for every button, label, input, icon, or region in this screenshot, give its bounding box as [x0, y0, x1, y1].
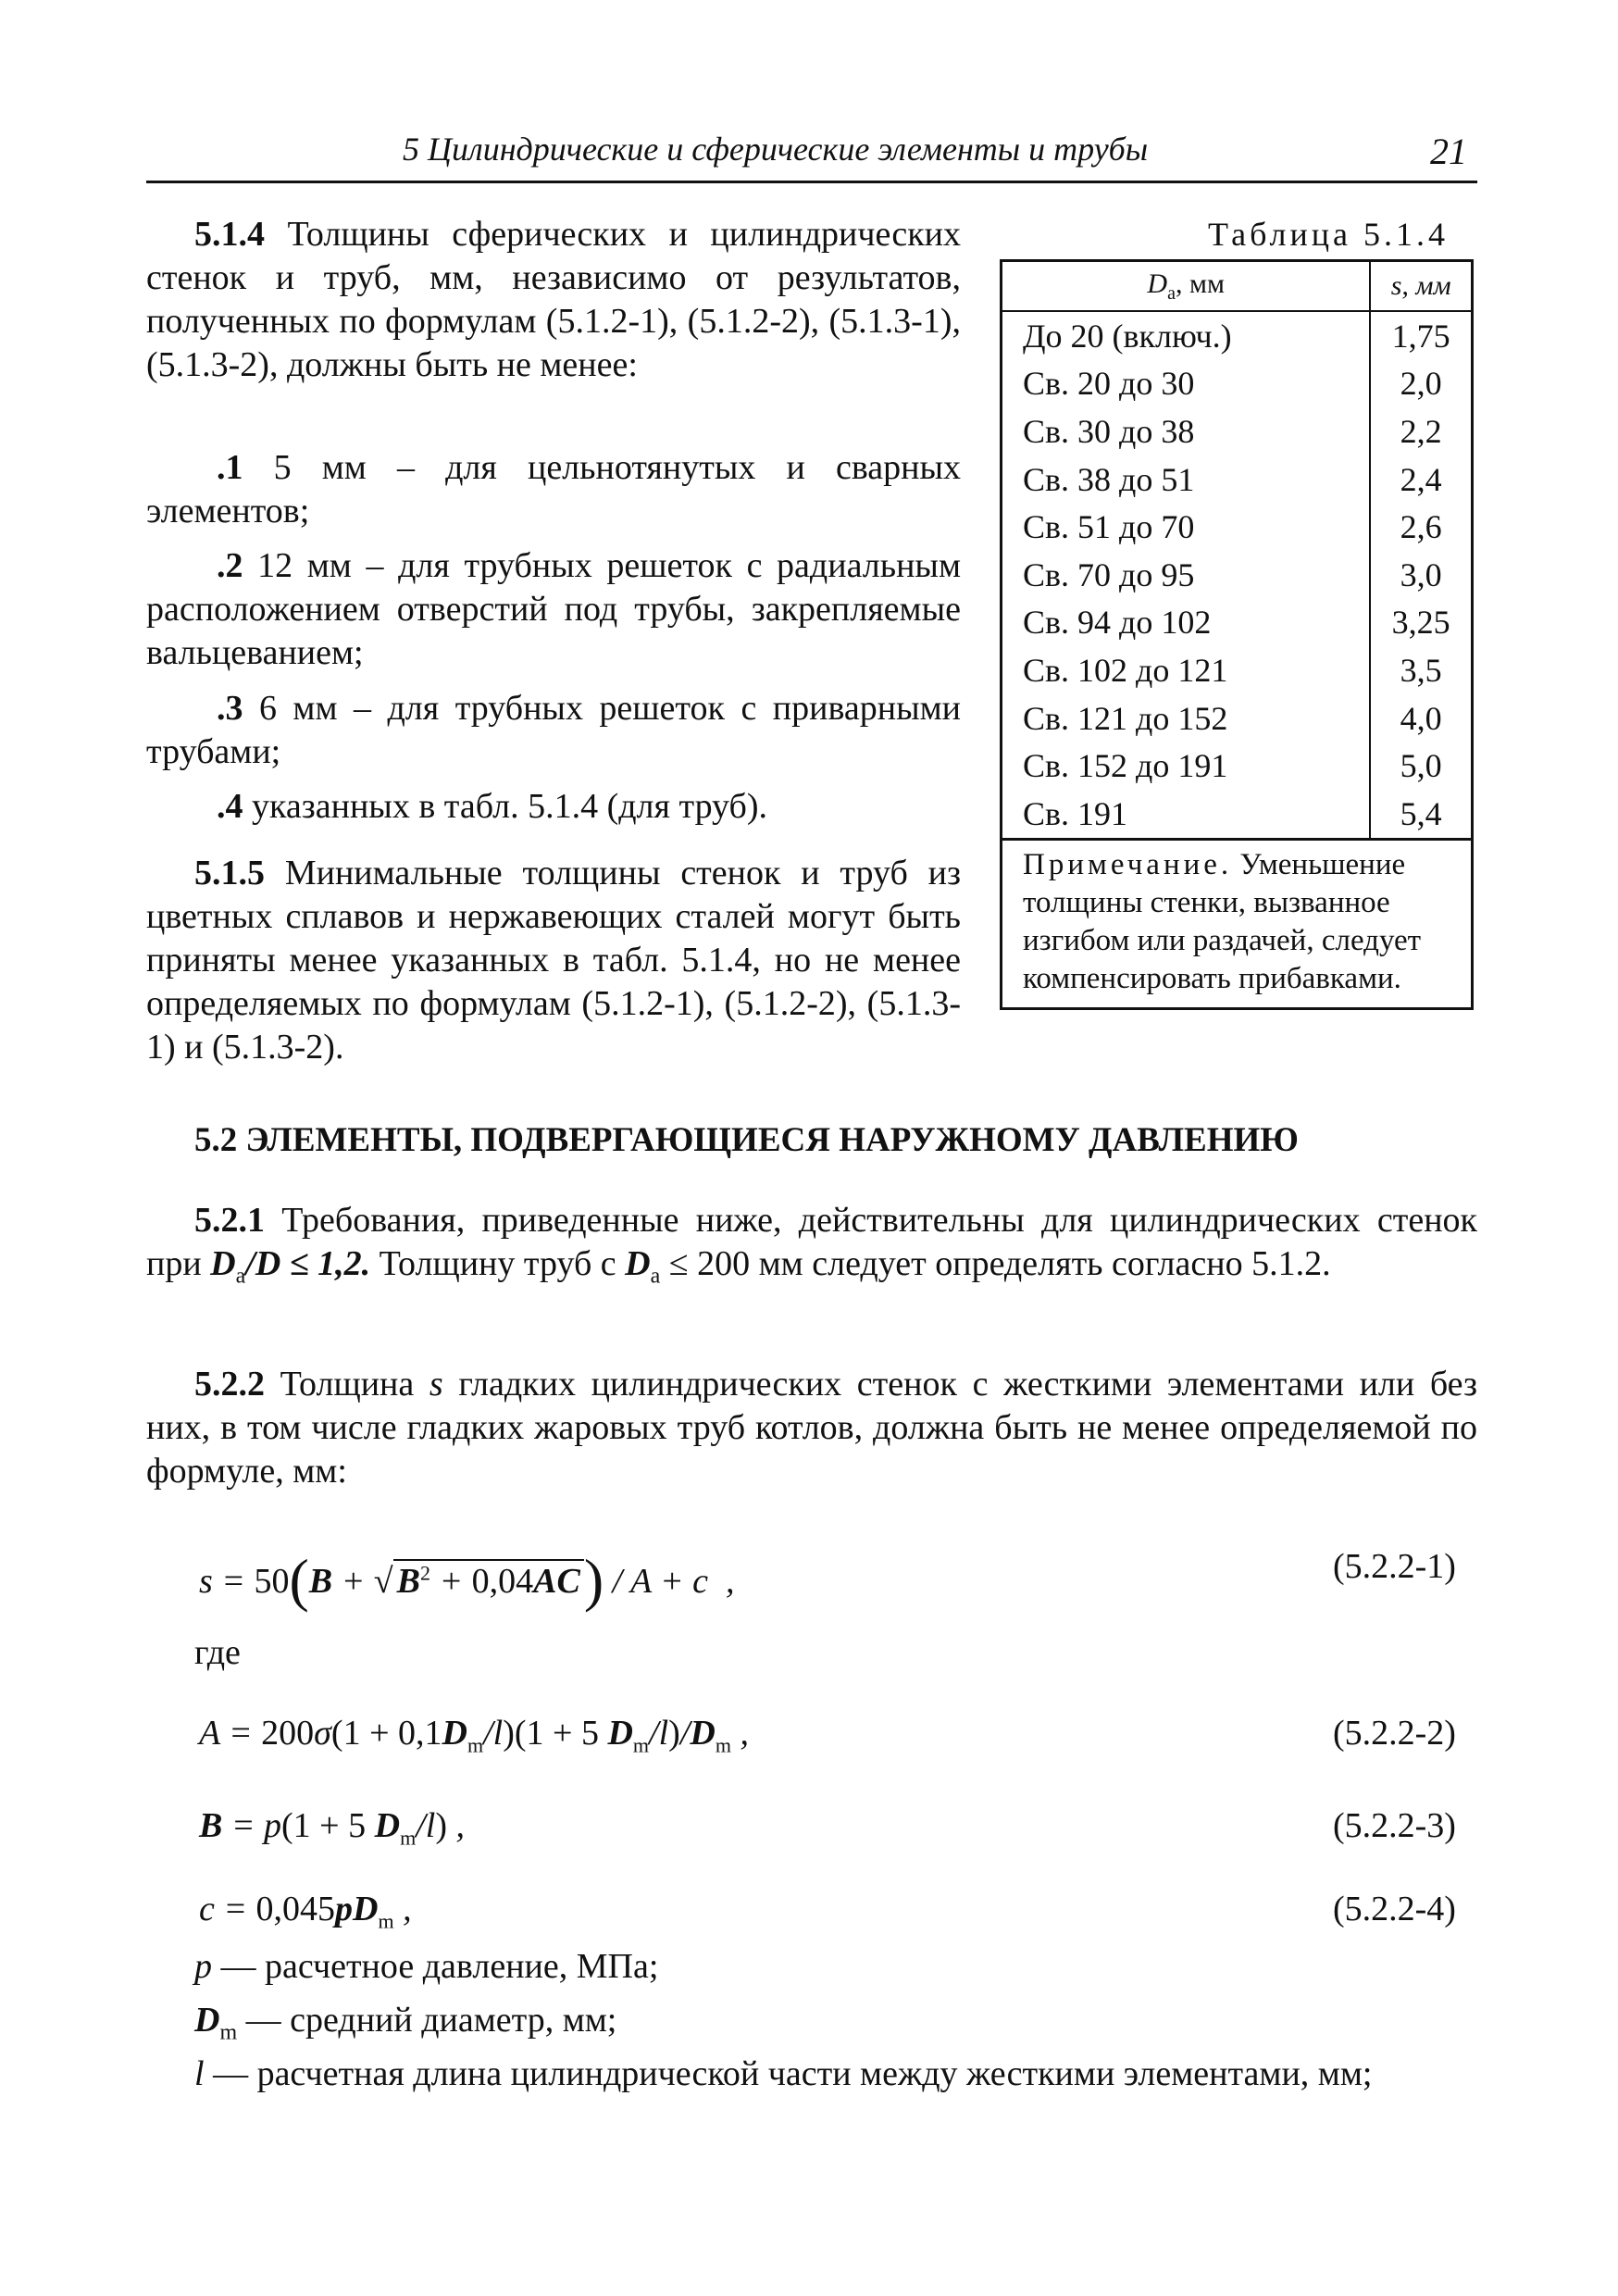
table-5-1-4 — [1000, 259, 1474, 1010]
cell-diameter-range: Св. 70 до 95 — [1002, 551, 1370, 599]
paragraph-5-2-2: 5.2.2 Толщина s гладких цилиндрических стенок с жесткими элементами или без них, в том числе гладких жаровых труб котлов, должна быть не менее определяемой по формуле, мм: — [146, 1365, 1478, 1491]
paragraph-text: Толщины сферических и цилиндрических стенок и труб, мм, независимо от результатов, полученных по формулам (5.1.2-1), (5.1.2-2), (5.1.3-1), (5.1.3-2), должны быть не менее: — [146, 215, 961, 384]
list-item-text: указанных в табл. 5.1.4 (для труб). — [252, 787, 768, 826]
table-row — [1002, 742, 1471, 790]
paragraph-5-1-4 — [146, 213, 961, 387]
cell-diameter-range: Св. 20 до 30 — [1002, 360, 1370, 408]
list-item-number: .2 — [217, 546, 243, 585]
cell-diameter-range: Св. 121 до 152 — [1002, 694, 1370, 742]
clause-number: 5.1.5 — [194, 854, 265, 892]
table-row — [1002, 503, 1471, 551]
cell-thickness: 5,4 — [1400, 794, 1442, 832]
note-label: Примечание. — [1023, 847, 1233, 881]
table-row — [1002, 599, 1471, 647]
cell-diameter-range: Св. 191 — [1002, 790, 1370, 838]
table-row — [1002, 694, 1471, 742]
definition-p: p — расчетное давление, МПа; — [194, 1947, 659, 1986]
section-heading: 5.2 ЭЛЕМЕНТЫ, ПОДВЕРГАЮЩИЕСЯ НАРУЖНОМУ ДАВЛЕНИЮ — [194, 1121, 1299, 1159]
running-header-title: 5 Цилиндрические и сферические элементы и трубы — [403, 131, 1149, 168]
cell-diameter-range: Св. 30 до 38 — [1002, 407, 1370, 455]
cell-thickness: 3,25 — [1391, 604, 1450, 642]
formula-5-2-2-3: B = p(1 + 5 $D_m/l$) , — [199, 1806, 465, 1850]
list-item-number: .3 — [217, 689, 243, 728]
cell-thickness: 2,0 — [1400, 365, 1442, 403]
cell-thickness: 3,5 — [1400, 651, 1442, 689]
where-label: где — [194, 1633, 241, 1672]
equation-number: (5.2.2-3) — [1333, 1806, 1456, 1845]
paragraph-5-1-5 — [146, 852, 961, 1069]
header-rule — [146, 181, 1477, 183]
equation-number: (5.2.2-1) — [1333, 1547, 1456, 1586]
table-row — [1002, 551, 1471, 599]
cell-thickness: 2,4 — [1400, 460, 1442, 498]
note-text: Уменьшение толщины стенки, вызванное изгибом или раздачей, следует компенсировать прибавками. — [1023, 847, 1422, 995]
equation-number: (5.2.2-4) — [1333, 1890, 1456, 1928]
cell-thickness: 2,6 — [1400, 508, 1442, 546]
list-item-text: 5 мм – для цельнотянутых и сварных элементов; — [146, 448, 961, 530]
clause-number: 5.2.2 — [194, 1365, 265, 1404]
clause-number: 5.2.1 — [194, 1201, 265, 1240]
cell-diameter-range: Св. 102 до 121 — [1002, 646, 1370, 694]
paragraph-5-2-1: 5.2.1 Требования, приведенные ниже, действительны для цилиндрических стенок при $D_a/D \le 1,2$. Толщину труб с $D_a \le 200$ мм следует определять согласно 5.1.2. — [146, 1201, 1477, 1289]
cell-thickness: 4,0 — [1400, 699, 1442, 737]
table-row — [1002, 646, 1471, 694]
formula-5-2-2-1: s = 50(B + √ $B^2 + 0,04AC) / A + c$ , — [199, 1547, 735, 1613]
clause-number: 5.1.4 — [194, 215, 265, 254]
column-header-thickness: s, мм — [1370, 262, 1471, 311]
table-row — [1002, 360, 1471, 408]
table-row — [1002, 311, 1471, 360]
column-header-diameter: $D_a$, мм — [1002, 262, 1370, 311]
list-item-number: .1 — [217, 448, 243, 487]
table-row — [1002, 407, 1471, 455]
table-header-row — [1002, 262, 1471, 311]
cell-diameter-range: Св. 94 до 102 — [1002, 599, 1370, 647]
formula-5-2-2-2: $A = 200\sigma(1 + 0,1D_m/l)(1 + 5$ $D_m/l)/D_m$ , — [199, 1714, 749, 1757]
cell-thickness: 1,75 — [1391, 317, 1450, 355]
list-item-text: 6 мм – для трубных решеток с приварными трубами; — [146, 689, 962, 771]
list-item-number: .4 — [217, 787, 243, 826]
table-row — [1002, 790, 1471, 838]
definition-l: l — расчетная длина цилиндрической части между жесткими элементами, мм; — [194, 2054, 1373, 2093]
cell-thickness: 2,2 — [1400, 412, 1442, 450]
page-number: 21 — [1430, 131, 1467, 172]
list-item — [146, 687, 961, 774]
cell-diameter-range: До 20 (включ.) — [1002, 311, 1370, 360]
equation-number: (5.2.2-2) — [1333, 1714, 1456, 1753]
cell-diameter-range: Св. 51 до 70 — [1002, 503, 1370, 551]
cell-thickness: 5,0 — [1400, 747, 1442, 785]
definition-dm: $D_m$ — средний диаметр, мм; — [194, 2001, 617, 2045]
cell-diameter-range: Св. 152 до 191 — [1002, 742, 1370, 790]
paragraph-text: Минимальные толщины стенок и труб из цветных сплавов и нержавеющих сталей могут быть приняты менее указанных в табл. 5.1.4, но не менее определяемых по формулам (5.1.2-1), (5.1.2-2), (5.1.3-1) и (5.1.3-2). — [146, 854, 962, 1067]
table-caption: Таблица 5.1.4 — [1208, 216, 1449, 253]
cell-diameter-range: Св. 38 до 51 — [1002, 455, 1370, 504]
table-row — [1002, 455, 1471, 504]
list-item-text: 12 мм – для трубных решеток с радиальным расположением отверстий под трубы, закрепляемые вальцеванием; — [146, 546, 961, 672]
table-note — [1002, 838, 1471, 1007]
list-item — [146, 446, 961, 533]
cell-thickness: 3,0 — [1400, 555, 1442, 593]
formula-5-2-2-4: $c = 0,045pD_m$ , — [199, 1890, 412, 1933]
list-item — [146, 785, 961, 829]
list-item — [146, 544, 961, 675]
